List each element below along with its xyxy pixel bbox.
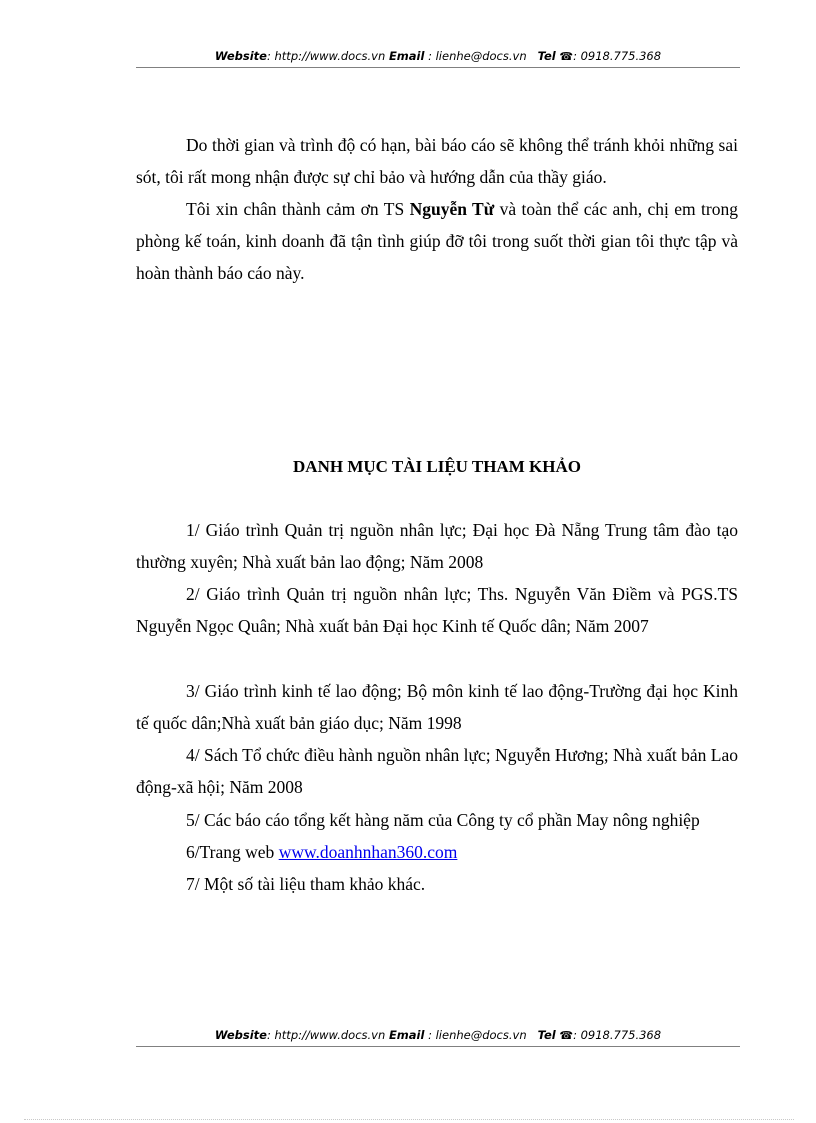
header-tel-label: Tel [537,49,556,63]
footer-rule [136,1046,740,1047]
footer-email-label: Email [388,1028,425,1042]
reference-item-6 [136,836,738,868]
header-website-value: : http://www.docs.vn [266,49,386,63]
reference-item-2: 2/ Giáo trình Quản trị nguồn nhân lực; Ths. Nguyễn Văn Điềm và PGS.TS Nguyễn Ngọc Quân; Nhà xuất bản Đại học Kinh tế Quốc dân; Năm 2007 [136,584,738,636]
thanks-paragraph [136,193,738,289]
page-bottom-border [24,1119,794,1120]
footer-website-label: Website [214,1028,267,1042]
thanks-text-after: và toàn thể các anh, chị em trong phòng kế toán, kinh doanh đã tận tình giúp đỡ tôi trong suốt thời gian tôi thực tập và hoàn thành báo cáo này. [136,199,738,283]
footer-website-value: : http://www.docs.vn [266,1028,386,1042]
header-email-value: : lienhe@docs.vn [424,49,527,63]
closing-paragraph: Do thời gian và trình độ có hạn, bài báo cáo sẽ không thể tránh khỏi những sai sót, tôi rất mong nhận được sự chỉ bảo và hướng dẫn của thầy giáo. [136,135,738,187]
footer-email-value: : lienhe@docs.vn [424,1028,527,1042]
reference-item-5: 5/ Các báo cáo tổng kết hàng năm của Công ty cổ phần May nông nghiệp [186,810,700,830]
advisor-name: Nguyễn Từ [409,199,495,219]
references-title: DANH MỤC TÀI LIỆU THAM KHẢO [293,457,581,476]
reference-item-4: 4/ Sách Tổ chức điều hành nguồn nhân lực; Nguyễn Hương; Nhà xuất bản Lao động-xã hội; Năm 2008 [136,745,738,797]
header-tel-value: : 0918.775.368 [573,49,662,63]
header-rule [136,67,740,68]
header-website-label: Website [214,49,267,63]
footer-tel-value: : 0918.775.368 [573,1028,662,1042]
footer-phone-icon: ☎ [559,1029,574,1042]
page-header [136,49,740,64]
reference-item-7: 7/ Một số tài liệu tham khảo khác. [186,874,426,894]
footer-tel-label: Tel [537,1028,556,1042]
reference-item-3: 3/ Giáo trình kinh tế lao động; Bộ môn kinh tế lao động-Trường đại học Kinh tế quốc dân;Nhà xuất bản giáo dục; Năm 1998 [136,681,738,733]
reference-item-1: 1/ Giáo trình Quản trị nguồn nhân lực; Đại học Đà Nẵng Trung tâm đào tạo thường xuyên; Nhà xuất bản lao động; Năm 2008 [136,520,738,572]
thanks-text-before: Tôi xin chân thành cảm ơn TS [186,199,410,219]
website-link[interactable]: www.doanhnhan360.com [278,842,458,862]
reference-item-6-prefix: 6/Trang web [186,842,279,862]
header-email-label: Email [388,49,425,63]
phone-icon: ☎ [559,50,574,63]
page-footer [136,1028,740,1043]
